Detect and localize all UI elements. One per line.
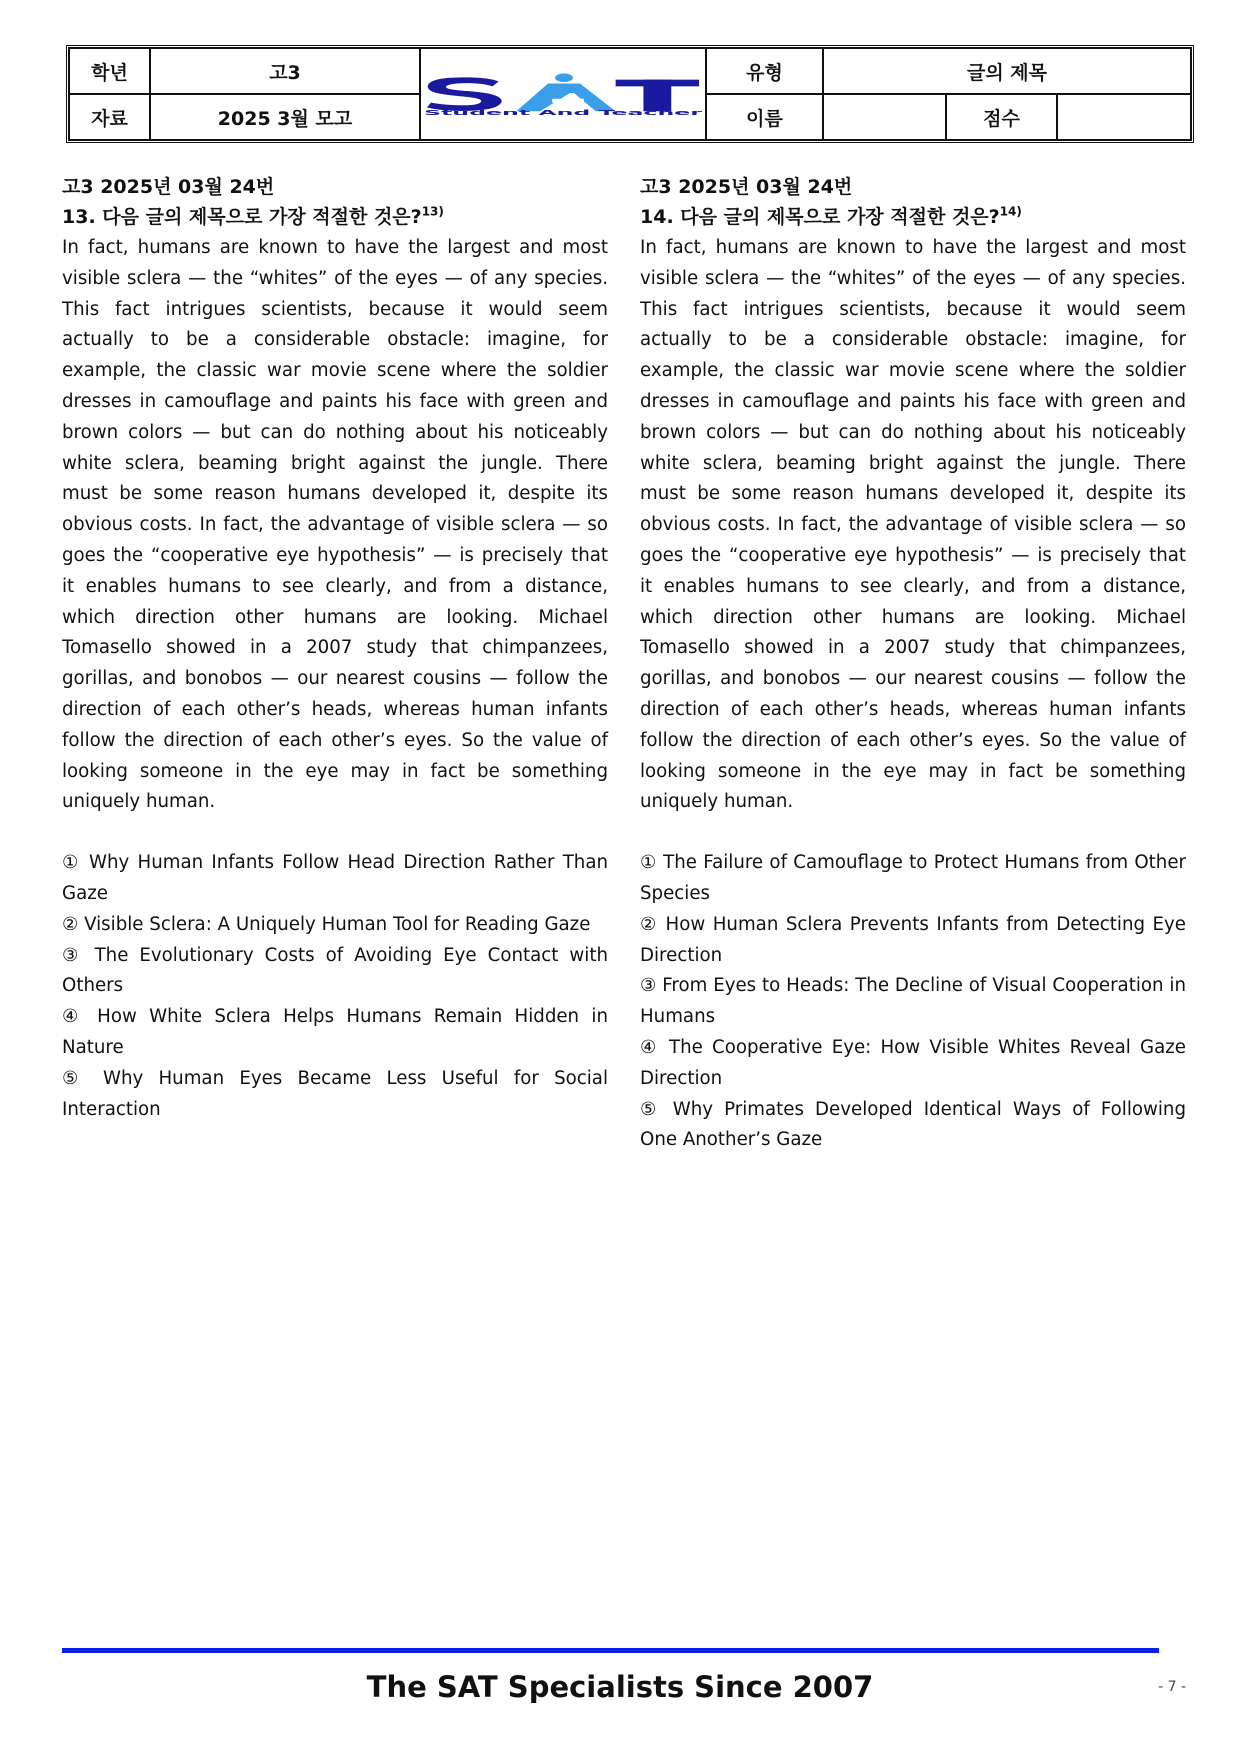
option-3[interactable]: ③ From Eyes to Heads: The Decline of Visual Cooperation in Humans [640, 975, 1186, 1028]
material-value: 2025 3월 모고 [150, 94, 420, 140]
option-2[interactable]: ② How Human Sclera Prevents Infants from Detecting Eye Direction [640, 913, 1186, 966]
page-number: - 7 - [1158, 1679, 1186, 1695]
header-table [66, 45, 1194, 143]
option-4[interactable]: ④ How White Sclera Helps Humans Remain Hidden in Nature [62, 1006, 608, 1058]
grade-value: 고3 [150, 48, 420, 94]
sat-logo [420, 48, 706, 140]
option-1[interactable]: ① The Failure of Camouflage to Protect Humans from Other Species [640, 852, 1186, 904]
score-field[interactable] [1057, 94, 1191, 140]
footnote-marker: 13) [421, 204, 444, 219]
passage: In fact, humans are known to have the largest and most visible sclera — the “whites” of the eyes — of any species. This fact intrigues scientists, because it would seem actually to be a considerable obstacle: imagine, for example, the classic war movie scene where the soldier dresses in camouflage and paints his face with green and brown colors — but can do nothing about his noticeably white sclera, beaming bright against the jungle. There must be some reason humans developed it, despite its obvious costs. In fact, the advantage of visible sclera — so goes the “cooperative eye hypothesis” — is precisely that it enables humans to see clearly, and from a distance, which direction other humans are looking. Michael Tomasello showed in a 2007 study that chimpanzees, gorillas, and bonobos — our nearest cousins — follow the direction of each other’s heads, whereas human infants follow the direction of each other’s eyes. So the value of looking someone in the eye may in fact be something uniquely human. [640, 237, 1186, 813]
type-value: 글의 제목 [823, 48, 1191, 94]
material-label: 자료 [69, 94, 150, 140]
grade-label: 학년 [69, 48, 150, 94]
option-3[interactable]: ③ The Evolutionary Costs of Avoiding Eye Contact with Others [62, 944, 608, 997]
option-2[interactable]: ② Visible Sclera: A Uniquely Human Tool for Reading Gaze [62, 913, 591, 935]
sat-logo-graphic [421, 72, 705, 116]
option-4[interactable]: ④ The Cooperative Eye: How Visible Whites Reveal Gaze Direction [640, 1036, 1186, 1089]
question-title-text: 14. 다음 글의 제목으로 가장 적절한 것은? [640, 206, 1000, 228]
name-label: 이름 [706, 94, 823, 140]
option-5[interactable]: ⑤ Why Primates Developed Identical Ways of Following One Another’s Gaze [640, 1098, 1186, 1151]
answer-options [640, 848, 1186, 1156]
name-field[interactable] [823, 94, 946, 140]
question-meta: 고3 2025년 03월 24번 [62, 176, 275, 198]
question-title [640, 202, 1186, 232]
score-label: 점수 [946, 94, 1057, 140]
question-title-text: 13. 다음 글의 제목으로 가장 적절한 것은? [62, 206, 422, 228]
answer-options [62, 848, 608, 1125]
question-14 [640, 172, 1186, 1156]
footer-slogan: The SAT Specialists Since 2007 [366, 1670, 874, 1704]
logo-subtitle: Student And Teacher [423, 108, 703, 116]
question-13 [62, 172, 608, 1125]
question-meta: 고3 2025년 03월 24번 [640, 176, 853, 198]
passage: In fact, humans are known to have the largest and most visible sclera — the “whites” of the eyes — of any species. This fact intrigues scientists, because it would seem actually to be a considerable obstacle: imagine, for example, the classic war movie scene where the soldier dresses in camouflage and paints his face with green and brown colors — but can do nothing about his noticeably white sclera, beaming bright against the jungle. There must be some reason humans developed it, despite its obvious costs. In fact, the advantage of visible sclera — so goes the “cooperative eye hypothesis” — is precisely that it enables humans to see clearly, and from a distance, which direction other humans are looking. Michael Tomasello showed in a 2007 study that chimpanzees, gorillas, and bonobos — our nearest cousins — follow the direction of each other’s heads, whereas human infants follow the direction of each other’s eyes. So the value of looking someone in the eye may in fact be something uniquely human. [62, 237, 608, 813]
option-1[interactable]: ① Why Human Infants Follow Head Direction Rather Than Gaze [62, 852, 608, 904]
option-5[interactable]: ⑤ Why Human Eyes Became Less Useful for Social Interaction [62, 1067, 608, 1120]
type-label: 유형 [706, 48, 823, 94]
footer-rule [62, 1648, 1159, 1653]
question-title [62, 202, 608, 232]
footnote-marker: 14) [999, 204, 1022, 219]
